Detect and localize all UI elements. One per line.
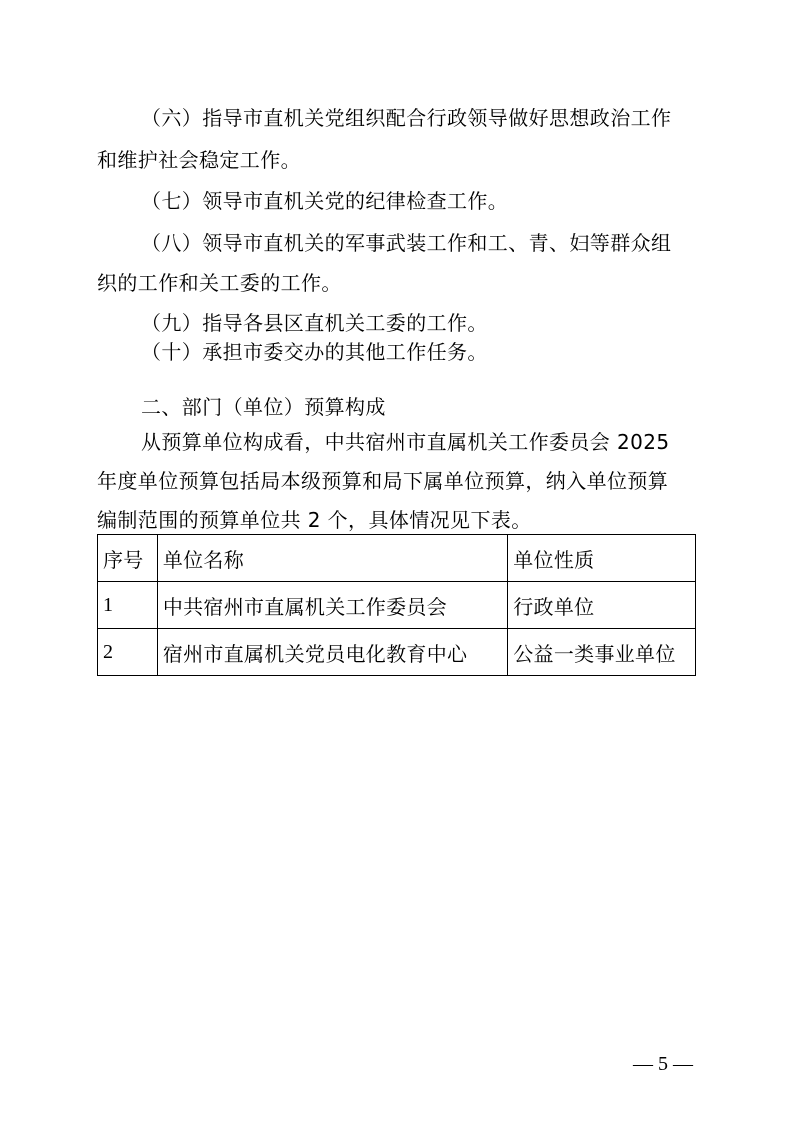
paragraph-ten: （十）承担市委交办的其他工作任务。 (141, 340, 488, 364)
header-index: 序号 (98, 535, 158, 582)
paragraph-eight-line-2: 织的工作和关工委的工作。 (97, 271, 342, 295)
paragraph-six-line-1: （六）指导市直机关党组织配合行政领导做好思想政治工作 (141, 106, 672, 130)
intro-line-2: 年度单位预算包括局本级预算和局下属单位预算，纳入单位预算 (97, 469, 669, 493)
row-unit-type: 行政单位 (508, 582, 696, 629)
paragraph-nine: （九）指导各县区直机关工委的工作。 (141, 311, 488, 335)
page-number: — 5 — (633, 1053, 693, 1075)
table-header-row (98, 535, 696, 582)
paragraph-seven: （七）领导市直机关党的纪律检查工作。 (141, 189, 509, 213)
row-index: 1 (98, 582, 158, 629)
intro-line-1: 从预算单位构成看，中共宿州市直属机关工作委员会 2025 (141, 430, 670, 454)
header-unit-name: 单位名称 (157, 535, 507, 582)
paragraph-six-line-2: 和维护社会稳定工作。 (97, 148, 301, 172)
row-unit-name: 宿州市直属机关党员电化教育中心 (157, 629, 507, 676)
intro-line-3: 编制范围的预算单位共 2 个，具体情况见下表。 (97, 508, 532, 532)
budget-units-table (97, 534, 696, 676)
row-unit-name: 中共宿州市直属机关工作委员会 (157, 582, 507, 629)
table-row (98, 582, 696, 629)
table-row (98, 629, 696, 676)
paragraph-eight-line-1: （八）领导市直机关的军事武装工作和工、青、妇等群众组 (141, 231, 672, 255)
row-unit-type: 公益一类事业单位 (508, 629, 696, 676)
section-heading: 二、部门（单位）预算构成 (141, 395, 386, 419)
row-index: 2 (98, 629, 158, 676)
header-unit-type: 单位性质 (508, 535, 696, 582)
